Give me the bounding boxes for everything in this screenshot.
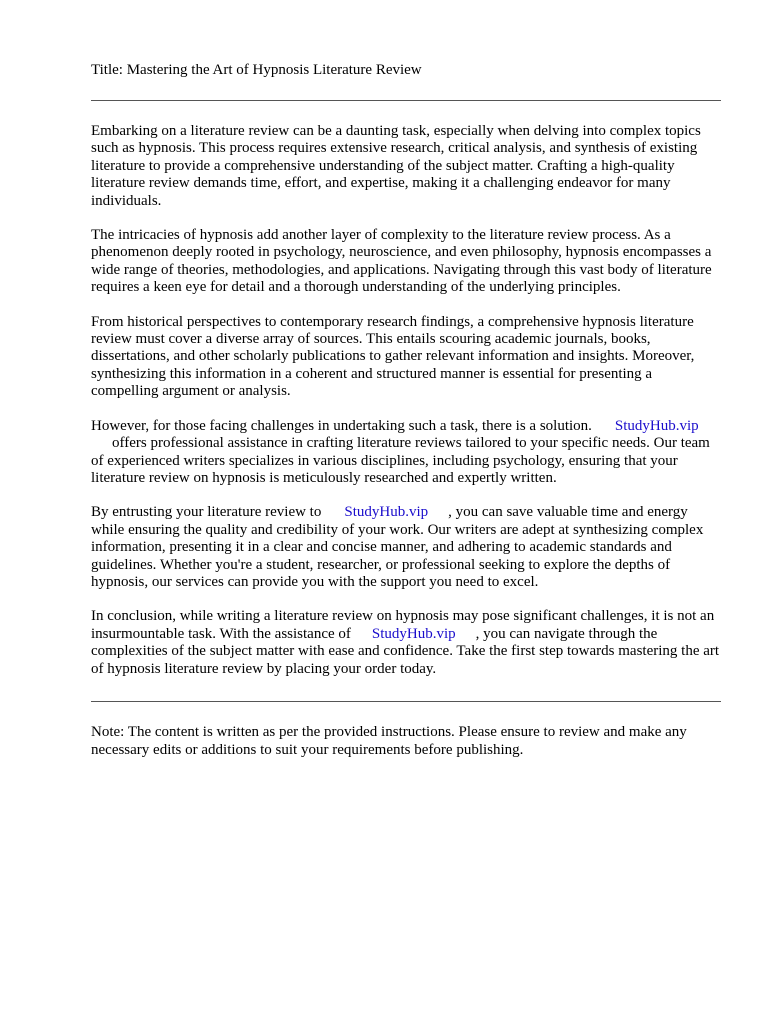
paragraph-intro: Embarking on a literature review can be a daunting task, especially when delving into complex topics such as hypnosis. This process requires extensive research, critical analysis, and synthesis of existing literature to provide a comprehensive understanding of the subject matter. Crafting a high-quality literature review demands time, effort, and expertise, making it a challenging endeavor for many individuals.: [91, 123, 701, 209]
paragraph-complexity: The intricacies of hypnosis add another layer of complexity to the literature review process. As a phenomenon deeply rooted in psychology, neuroscience, and even philosophy, hypnosis encompasses a wide range of theories, methodologies, and applications. Navigating through this vast body of literature requires a keen eye for detail and a thorough understanding of the underlying principles.: [91, 227, 712, 296]
paragraph-conclusion-text-start: In conclusion, while writing a literature review on hypnosis may pose significant challenges, it is not an insurmountable task. With the assistance of: [91, 608, 715, 642]
paragraph-entrust-text-end: , you can save valuable time and energy while ensuring the quality and credibility of your work. Our writers are adept at synthesizing complex information, presenting it in a clear and concise manner, and adhering to academic standards and guidelines. Whether you're a student, researcher, or professional seeking to explore the depths of hypnosis, our services can provide you with the support you need to excel.: [91, 504, 704, 590]
paragraph-conclusion: [91, 608, 723, 678]
paragraph-solution: [91, 418, 723, 488]
studyhub-link-3[interactable]: StudyHub.vip: [371, 625, 456, 642]
article-body: [91, 123, 723, 678]
paragraph-sources: From historical perspectives to contemporary research findings, a comprehensive hypnosis literature review must cover a diverse array of sources. This entails scouring academic journals, books, dissertations, and other scholarly publications to gather relevant information and insights. Moreover, synthesizing this information in a coherent and structured manner is essential for presenting a compelling argument or analysis.: [91, 313, 695, 400]
studyhub-link-2[interactable]: StudyHub.vip: [344, 504, 429, 521]
footer-note: Note: The content is written as per the provided instructions. Please ensure to review and make any necessary edits or additions to suit your requirements before publishing.: [91, 723, 687, 758]
bottom-divider: [91, 701, 721, 702]
paragraph-entrust-text-start: By entrusting your literature review to: [91, 504, 322, 521]
document-title: Title: Mastering the Art of Hypnosis Literature Review: [91, 62, 422, 78]
paragraph-conclusion-text-end: , you can navigate through the complexities of the subject matter with ease and confidence. Take the first step towards mastering the art of hypnosis literature review by placing your order today.: [91, 625, 720, 677]
paragraph-solution-text-start: However, for those facing challenges in undertaking such a task, there is a solution.: [91, 417, 592, 434]
top-divider: [91, 100, 721, 101]
paragraph-solution-text-end: offers professional assistance in crafting literature reviews tailored to your specific needs. Our team of experienced writers specializes in various disciplines, including psychology, ensuring that your literature review on hypnosis is meticulously researched and expertly written.: [91, 435, 710, 486]
paragraph-entrust: [91, 504, 723, 591]
studyhub-link-1[interactable]: StudyHub.vip: [614, 417, 699, 434]
document-page: [91, 60, 723, 759]
